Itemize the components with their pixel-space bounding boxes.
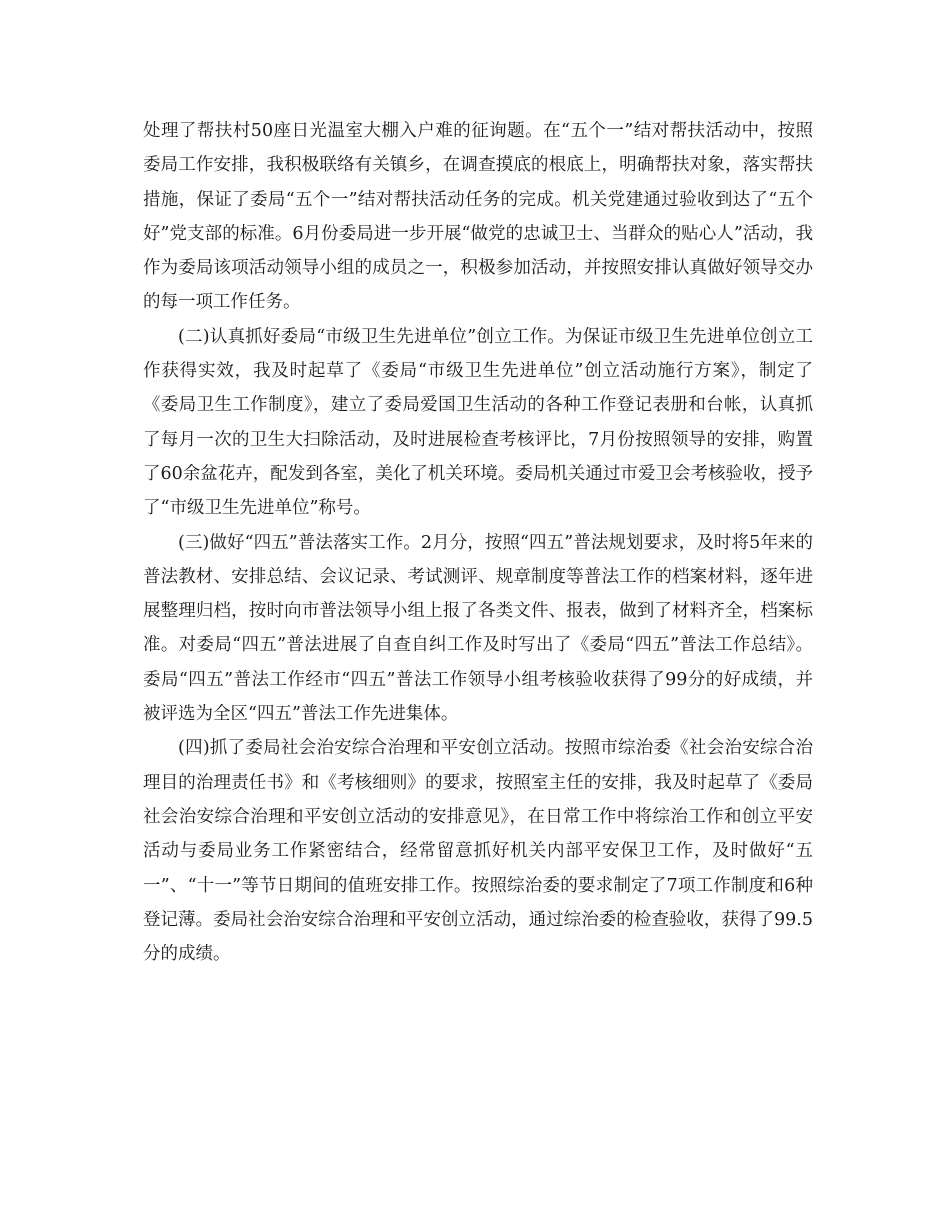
paragraph-1: 处理了帮扶村50座日光温室大棚入户难的征询题。在“五个一”结对帮扶活动中，按照委局工作安排，我积极联络有关镇乡，在调查摸底的根底上，明确帮扶对象，落实帮扶措施，保证了委局“五个一”结对帮扶活动任务的完成。机关党建通过验收到达了“五个好”党支部的标准。6月份委局进一步开展“做党的忠诚卫士、当群众的贴心人”活动，我作为委局该项活动领导小组的成员之一，积极参加活动，并按照安排认真做好领导交办的每一项工作任务。 (143, 121, 813, 313)
paragraph-3: (三)做好“四五”普法落实工作。2月分，按照“四五”普法规划要求，及时将5年来的普法教材、安排总结、会议记录、考试测评、规章制度等普法工作的档案材料，逐年进展整理归档，按时向市普法领导小组上报了各类文件、报表，做到了材料齐全，档案标准。对委局“四五”普法进展了自查自纠工作及时写出了《委局“四五”普法工作总结》。委局“四五”普法工作经市“四五”普法工作领导小组考核验收获得了99分的好成绩，并被评选为全区“四五”普法工作先进集体。 (143, 532, 813, 725)
paragraph-4: (四)抓了委局社会治安综合治理和平安创立活动。按照市综治委《社会治安综合治理目的治理责任书》和《考核细则》的要求，按照室主任的安排，我及时起草了《委局社会治安综合治理和平安创立活动的安排意见》，在日常工作中将综治工作和创立平安活动与委局业务工作紧密结合，经常留意抓好机关内部平安保卫工作，及时做好“五一”、“十一”等节日期间的值班安排工作。按照综治委的要求制定了7项工作制度和6种登记薄。委局社会治安综合治理和平安创立活动，通过综治委的检查验收，获得了99.5分的成绩。 (143, 738, 813, 965)
paragraph-2: (二)认真抓好委局“市级卫生先进单位”创立工作。为保证市级卫生先进单位创立工作获得实效，我及时起草了《委局“市级卫生先进单位”创立活动施行方案》，制定了《委局卫生工作制度》，建立了委局爱国卫生活动的各种工作登记表册和台帐，认真抓了每月一次的卫生大扫除活动，及时进展检查考核评比，7月份按照领导的安排，购置了60余盆花卉，配发到各室，美化了机关环境。委局机关通过市爱卫会考核验收，授予了“市级卫生先进单位”称号。 (143, 326, 813, 519)
document-body (143, 114, 813, 971)
